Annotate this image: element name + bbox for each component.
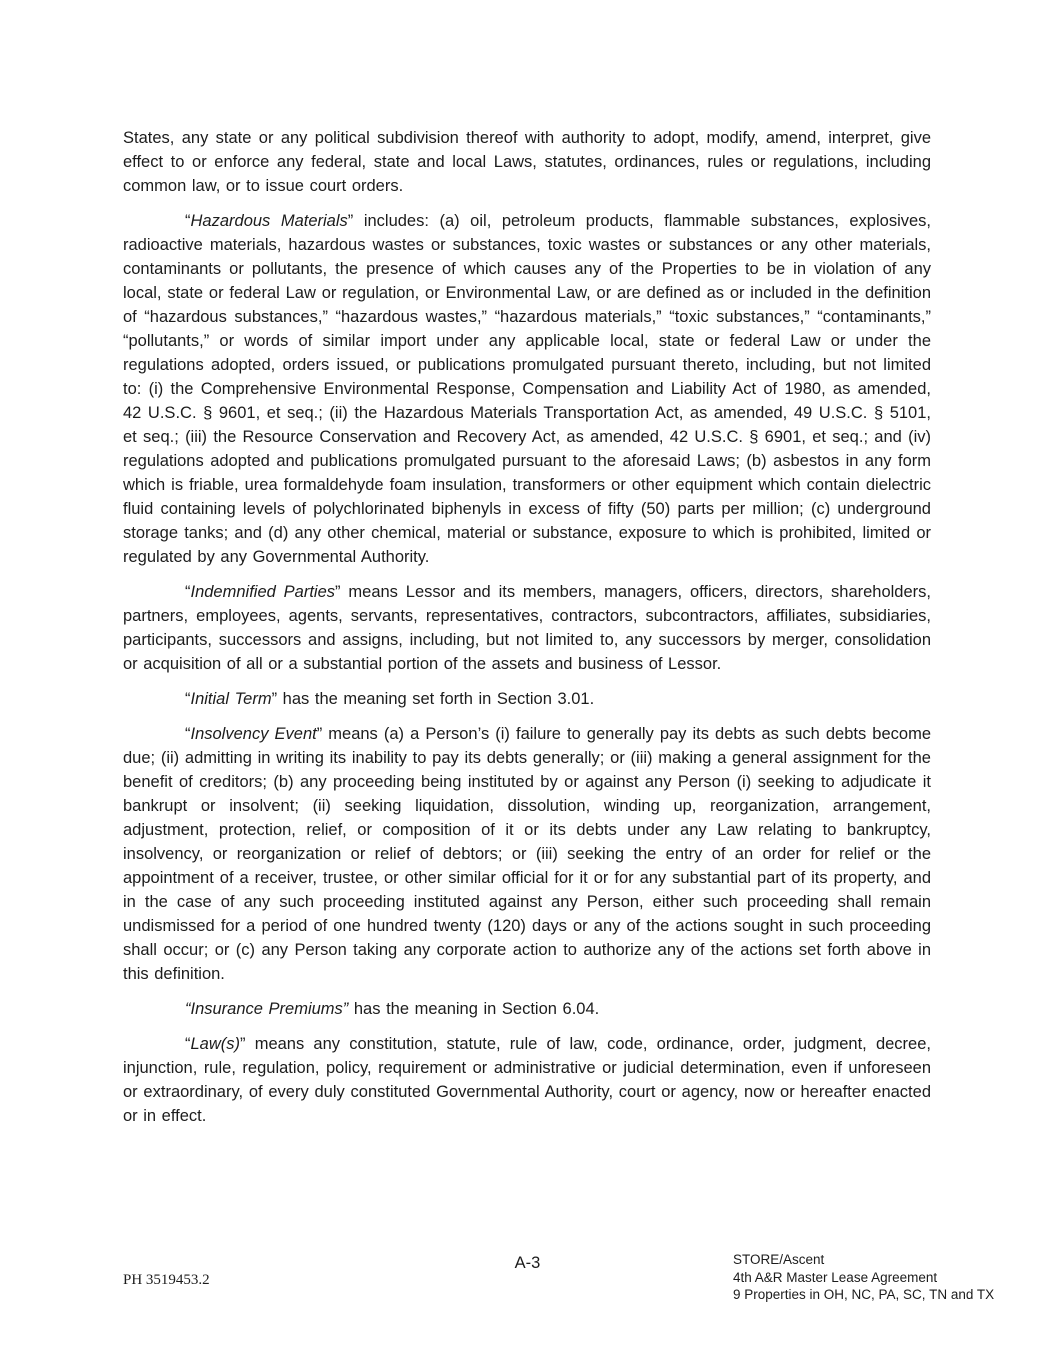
paragraph-text: has the meaning in Section 6.04. <box>348 1000 600 1018</box>
paragraph-continuation <box>123 126 931 198</box>
paragraph-text: ” means (a) a Person’s (i) failure to generally pay its debts as such debts become due; (ii) admitting in writing its inability to pay its debts generally; or (iii) making a general assignment for the benefit of creditors; (b) any proceeding being instituted by or against any Person (i) seeking to adjudicate it bankrupt or insolvent; (ii) seeking liquidation, dissolution, winding up, reorganization, arrangement, adjustment, protection, relief, or composition of it or its debts under any Law relating to bankruptcy, insolvency, or reorganization or relief of debtors; or (iii) seeking the entry of an order for relief or the appointment of a receiver, trustee, or other similar official for it or for any substantial part of its property, and in the case of any such proceeding instituted against any Person, either such proceeding shall remain undismissed for a period of one hundred twenty (120) days or any of the actions sought in such proceeding shall occur; or (c) any Person taking any corporate action to authorize any of the actions set forth above in this definition. <box>123 725 931 983</box>
definition-paragraph-initial-term <box>123 687 931 711</box>
footer-right-block <box>733 1251 1033 1304</box>
defined-term: Hazardous Materials <box>190 212 348 230</box>
paragraph-text: ” has the meaning set forth in Section 3.01. <box>271 690 595 708</box>
defined-term: Insolvency Event <box>190 725 317 743</box>
paragraph-text: ” includes: (a) oil, petroleum products, flammable substances, explosives, radioactive materials, hazardous wastes or substances, toxic wastes or substances or any other materials, contaminants or pollutants, the presence of which causes any of the Properties to be in violation of any local, state or federal Law or regulation, or Environmental Law, or are defined as or included in the definition of “hazardous substances,” “hazardous wastes,” “hazardous materials,” “toxic substances,” “contaminants,” “pollutants,” or words of similar import under any applicable local, state or federal Law or under the regulations adopted, orders issued, or publications promulgated pursuant thereto, including, but not limited to: (i) the Comprehensive Environmental Response, Compensation and Liability Act of 1980, as amended, 42 U.S.C. § 9601, et seq.; (ii) the Hazardous Materials Transportation Act, as amended, 49 U.S.C. § 5101, et seq.; (iii) the Resource Conservation and Recovery Act, as amended, 42 U.S.C. § 6901, et seq.; and (iv) regulations adopted and publications promulgated pursuant to the aforesaid Laws; (b) asbestos in any form which is friable, urea formaldehyde foam insulation, transformers or other equipment which contain dielectric fluid containing levels of polychlorinated biphenyls in excess of fifty (50) parts per million; (c) underground storage tanks; and (d) any other chemical, material or substance, exposure to which is prohibited, limited or regulated by any Governmental Authority. <box>123 212 932 566</box>
definition-paragraph-insolvency-event <box>123 722 931 986</box>
quote-mark: “ <box>185 725 191 743</box>
paragraph-text: ” means Lessor and its members, managers, officers, directors, shareholders, partners, employees, agents, servants, representatives, contractors, subcontractors, affiliates, subsidiaries, participants, successors and assigns, including, but not limited to, any successors by merger, consolidation or acquisition of all or a substantial portion of the assets and business of Lessor. <box>123 583 931 673</box>
quote-mark: “ <box>185 583 191 601</box>
definition-paragraph-hazardous-materials <box>123 209 931 569</box>
paragraph-text: States, any state or any political subdivision thereof with authority to adopt, modify, amend, interpret, give effect to or enforce any federal, state and local Laws, statutes, ordinances, rules or regulations, including common law, or to issue court orders. <box>123 129 931 195</box>
quote-mark: “ <box>185 1035 191 1053</box>
definition-paragraph-indemnified-parties <box>123 580 931 676</box>
defined-term: Law(s) <box>190 1035 241 1053</box>
defined-term: Initial Term <box>190 690 272 708</box>
footer-document-number: PH 3519453.2 <box>123 1272 210 1288</box>
footer-right-line-3: 9 Properties in OH, NC, PA, SC, TN and TX <box>733 1287 995 1302</box>
footer-right-line-2: 4th A&R Master Lease Agreement <box>733 1269 938 1285</box>
defined-term: Indemnified Parties <box>190 583 336 601</box>
paragraph-text: ” means any constitution, statute, rule of law, code, ordinance, order, judgment, decree, injunction, rule, regulation, policy, requirement or administrative or judicial determination, even if unforeseen or extraordinary, of every duly constituted Governmental Authority, court or agency, now or hereafter enacted or in effect. <box>123 1035 931 1125</box>
footer-right-line-1: STORE/Ascent <box>733 1252 825 1267</box>
defined-term: “Insurance Premiums” <box>185 1000 349 1018</box>
definition-paragraph-insurance-premiums <box>123 997 931 1021</box>
body-text <box>123 126 931 1139</box>
quote-mark: “ <box>185 690 191 708</box>
definition-paragraph-laws <box>123 1032 931 1128</box>
footer-page-number: A-3 <box>514 1254 541 1272</box>
quote-mark: “ <box>185 212 191 230</box>
